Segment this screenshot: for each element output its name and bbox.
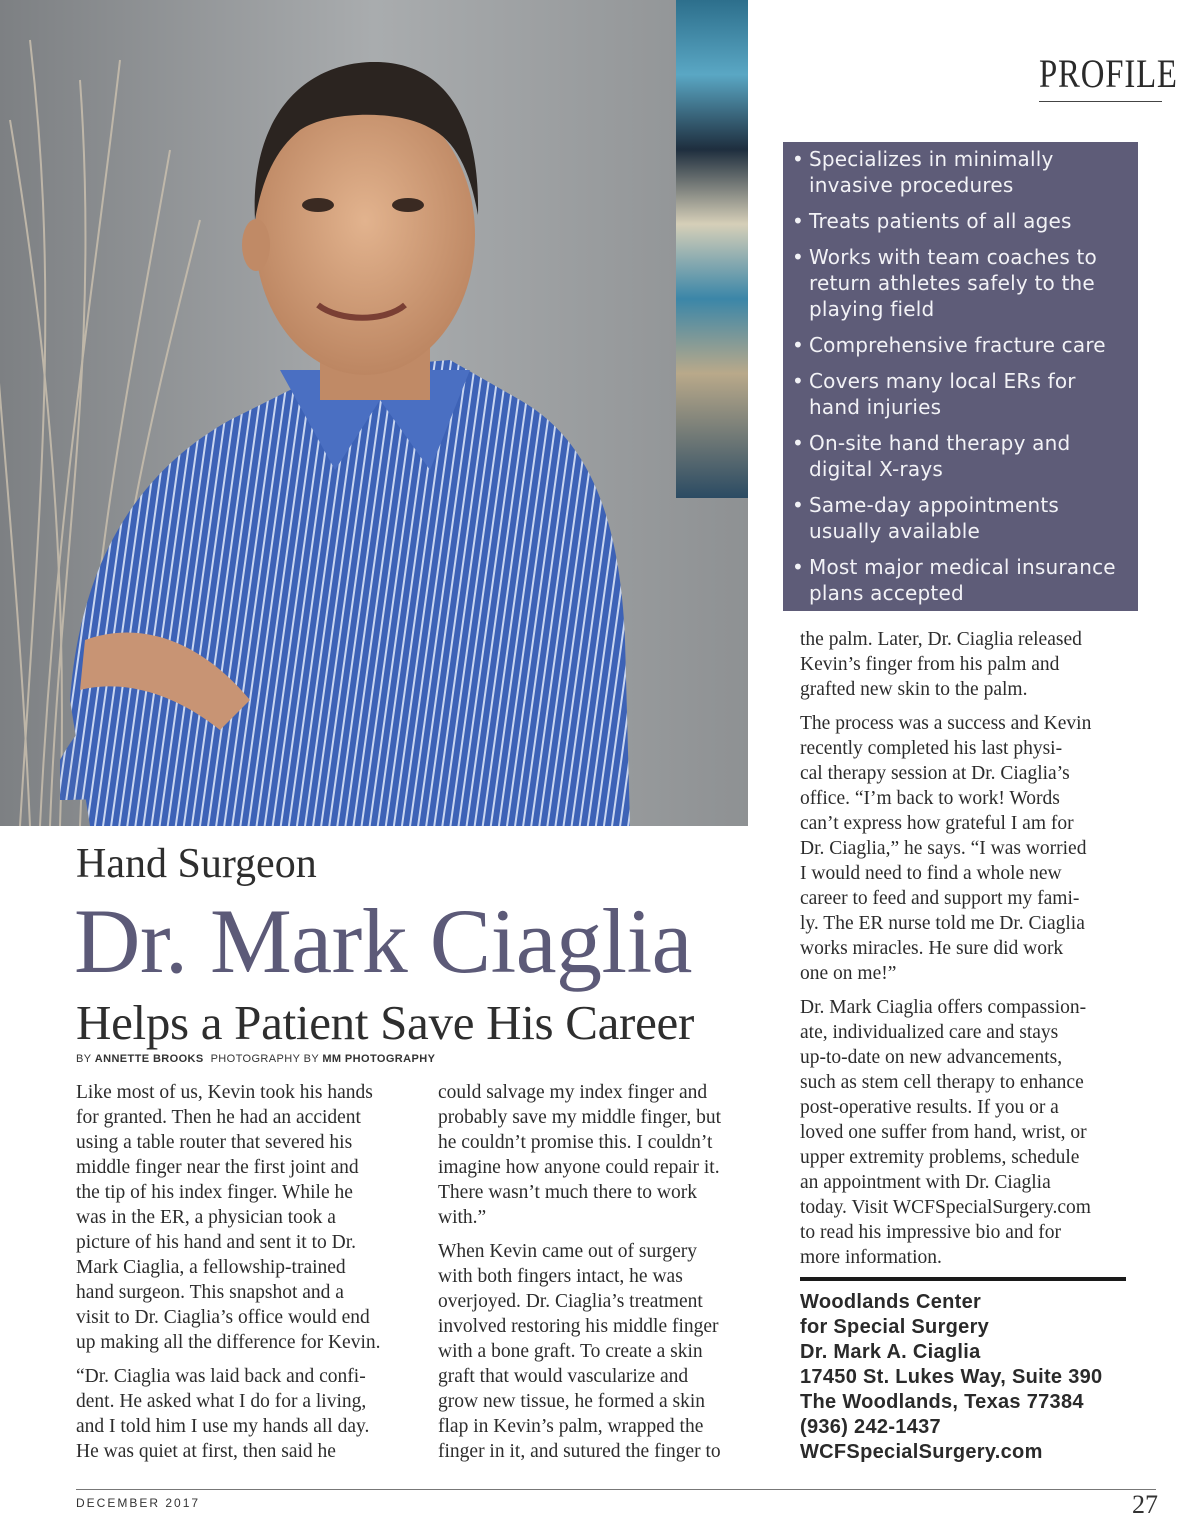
feature-item: • Treats patients of all ages	[791, 208, 1132, 234]
page-number: 27	[1132, 1490, 1158, 1519]
features-box	[783, 142, 1138, 611]
article-paragraph: the palm. Later, Dr. Ciaglia released Kevin’s finger from his palm and grafted new skin to the palm.	[800, 629, 1082, 700]
features-list	[791, 146, 1132, 606]
photo-credit-name: MM PHOTOGRAPHY	[322, 1053, 436, 1065]
byline-author: ANNETTE BROOKS	[94, 1053, 204, 1065]
contact-block	[800, 1290, 1160, 1465]
article-paragraph: could salvage my index finger and probably save my middle finger, but he couldn’t promise this. I couldn’t imagine how anyone could repair it. There wasn’t much there to work with.”	[438, 1082, 721, 1228]
practice-name-line-2: for Special Surgery	[800, 1316, 990, 1338]
city-state-zip: The Woodlands, Texas 77384	[800, 1391, 1084, 1413]
article-paragraph: When Kevin came out of surgery with both fingers intact, he was overjoyed. Dr. Ciaglia’s treatment involved restoring his middle finger with a bone graft. To create a skin graft that would vascularize and grow new tissue, he formed a skin flap in Kevin’s palm, wrapped the finger in it, and sutured the finger to	[438, 1241, 721, 1462]
street-address: 17450 St. Lukes Way, Suite 390	[800, 1366, 1103, 1388]
title-kicker: Hand Surgeon	[76, 841, 317, 887]
headline: Dr. Mark Ciaglia	[74, 890, 692, 992]
subheadline: Helps a Patient Save His Career	[76, 995, 694, 1050]
article-column-3	[800, 627, 1140, 1279]
phone-number: (936) 242-1437	[800, 1416, 941, 1438]
feature-item: • Specializes in minimally invasive procedures	[791, 146, 1132, 198]
feature-item: • Works with team coaches to return athletes safely to the playing field	[791, 244, 1132, 322]
issue-date: DECEMBER 2017	[76, 1496, 201, 1510]
article-paragraph: “Dr. Ciaglia was laid back and confi- dent. He asked what I do for a living, and I told him I use my hands all day. He was quiet at first, then said he	[76, 1366, 370, 1462]
article-paragraph: The process was a success and Kevin recently completed his last physi- cal therapy session at Dr. Ciaglia’s office. “I’m back to work! Words can’t express how grateful I am for Dr. Ciaglia,” he says. “I was worried I would need to find a whole new career to feed and support my fami- ly. The ER nurse told me Dr. Ciaglia works miracles. He sure did work one on me!”	[800, 713, 1092, 984]
practice-name-line-1: Woodlands Center	[800, 1291, 982, 1313]
article-column-2	[438, 1080, 768, 1473]
feature-item: • Same-day appointments usually available	[791, 492, 1132, 544]
article-column-1	[76, 1080, 416, 1473]
portrait-illustration	[0, 0, 748, 826]
article-paragraph: Dr. Mark Ciaglia offers compassion- ate, individualized care and stays up-to-date on new advancements, such as stem cell therapy to enhance post-operative results. If you or a loved one suffer from hand, wrist, or upper extremity problems, schedule an appointment with Dr. Ciaglia today. Visit WCFSpecialSurgery.com to read his impressive bio and for more information.	[800, 997, 1091, 1268]
website-link[interactable]: WCFSpecialSurgery.com	[800, 1441, 1043, 1463]
feature-item: • Covers many local ERs for hand injuries	[791, 368, 1132, 420]
footer-divider	[76, 1489, 1156, 1490]
article-paragraph: Like most of us, Kevin took his hands for granted. Then he had an accident using a table router that severed his middle finger near the first joint and the tip of his index finger. While he was in the ER, a physician took a picture of his hand and sent it to Dr. Mark Ciaglia, a fellowship-trained hand surgeon. This snapshot and a visit to Dr. Ciaglia’s office would end up making all the difference for Kevin.	[76, 1082, 381, 1353]
byline-label: BY	[76, 1053, 92, 1065]
photo-credit-label: PHOTOGRAPHY BY	[210, 1053, 319, 1065]
doctor-name: Dr. Mark A. Ciaglia	[800, 1341, 981, 1363]
byline	[76, 1053, 435, 1065]
doctor-portrait-photo	[0, 0, 748, 826]
contact-divider	[800, 1277, 1126, 1281]
feature-item: • Comprehensive fracture care	[791, 332, 1132, 358]
feature-item: • Most major medical insurance plans accepted	[791, 554, 1132, 606]
section-label: PROFILE	[1039, 50, 1162, 102]
feature-item: • On-site hand therapy and digital X-rays	[791, 430, 1132, 482]
